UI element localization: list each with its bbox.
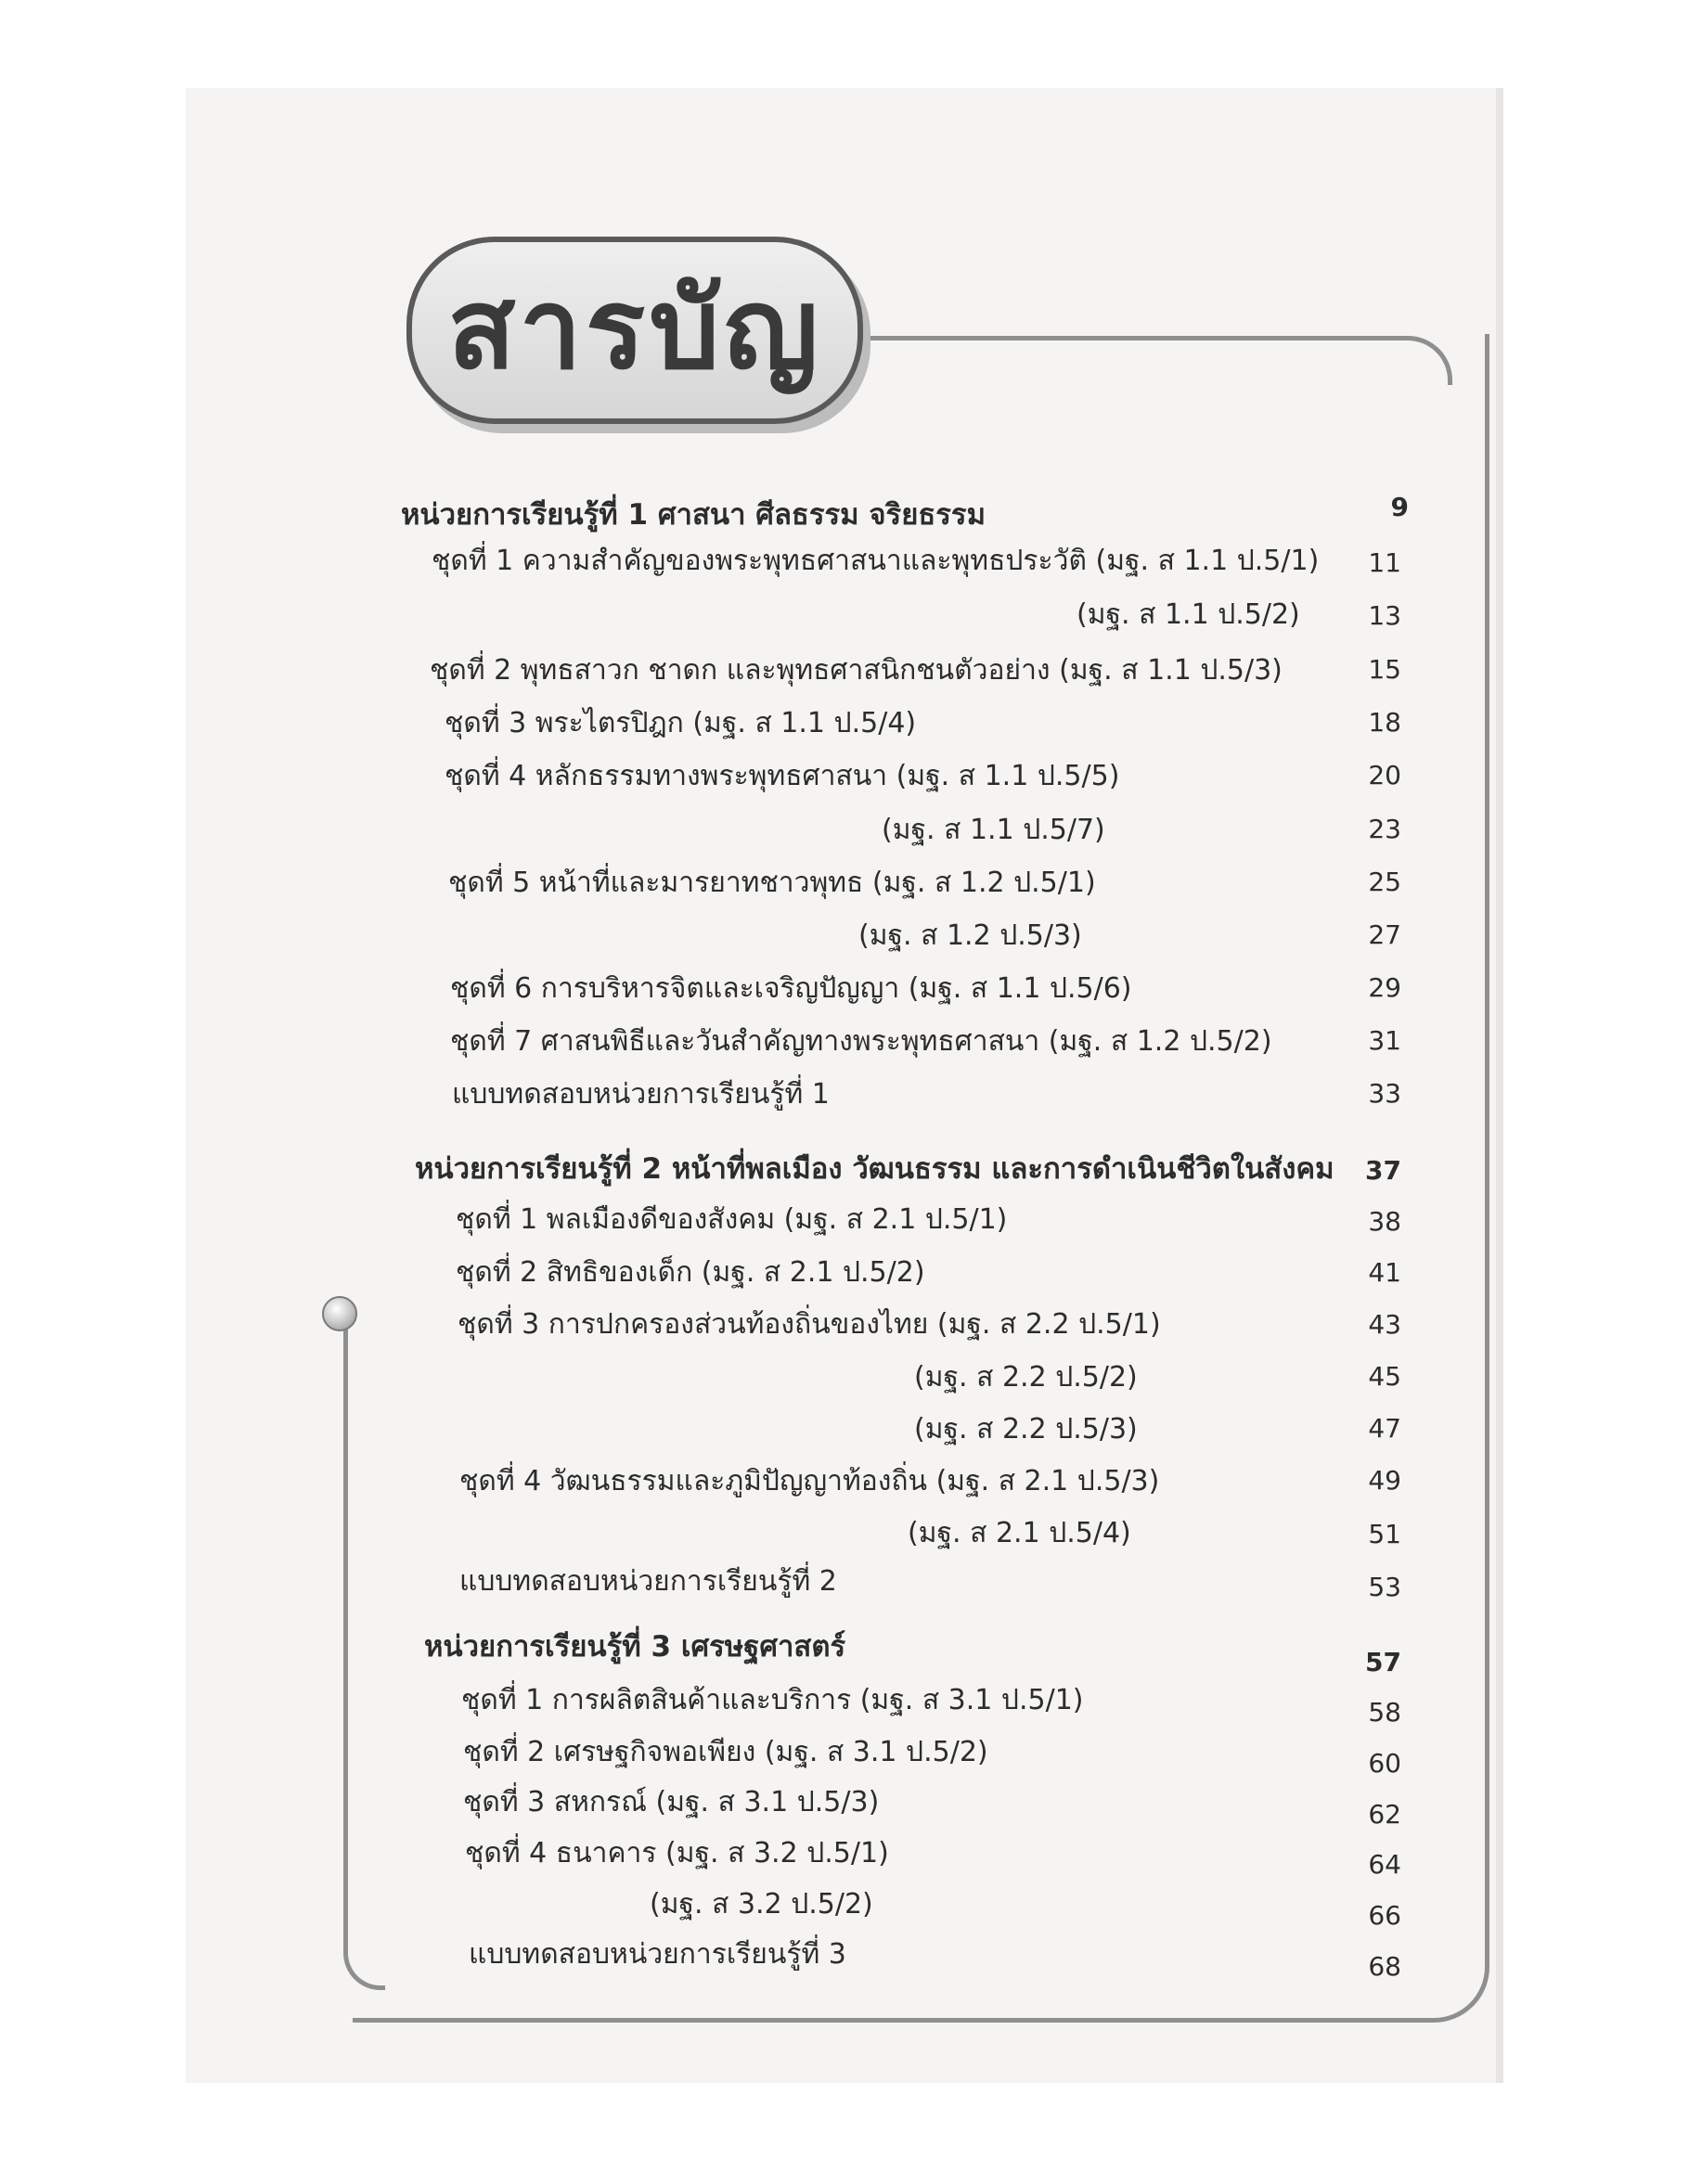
toc-page-number: 41 <box>1368 1257 1401 1288</box>
toc-page-number: 62 <box>1368 1799 1401 1830</box>
toc-line: ชุดที่ 1 พลเมืองดีของสังคม (มฐ. ส 2.1 ป.5/1) <box>456 1203 1008 1236</box>
toc-page-number: 49 <box>1368 1465 1401 1496</box>
toc-page-number: 33 <box>1368 1078 1401 1109</box>
toc-page-number: 47 <box>1368 1413 1401 1444</box>
title-badge <box>406 237 863 424</box>
toc-line: ชุดที่ 3 การปกครองส่วนท้องถิ่นของไทย (มฐ. ส 2.2 ป.5/1) <box>458 1308 1161 1341</box>
toc-page-number: 38 <box>1368 1206 1401 1237</box>
toc-page-number: 53 <box>1368 1572 1401 1602</box>
toc-line: (มฐ. ส 2.1 ป.5/4) <box>908 1517 1131 1549</box>
toc-line: (มฐ. ส 1.1 ป.5/2) <box>1077 598 1300 631</box>
toc-page-number: 45 <box>1368 1361 1401 1392</box>
toc-line: (มฐ. ส 1.1 ป.5/7) <box>882 814 1105 846</box>
unit-heading: หน่วยการเรียนรู้ที่ 3 เศรษฐศาสตร์ <box>424 1630 846 1664</box>
toc-page-number: 18 <box>1368 707 1401 738</box>
toc-page-number: 51 <box>1368 1519 1401 1549</box>
toc-line: ชุดที่ 4 หลักธรรมทางพระพุทธศาสนา (มฐ. ส 1.1 ป.5/5) <box>445 760 1120 792</box>
toc-page-number: 31 <box>1368 1025 1401 1056</box>
toc-page-number: 66 <box>1368 1900 1401 1931</box>
toc-page-number: 20 <box>1368 760 1401 790</box>
toc-page-number: 58 <box>1368 1697 1401 1728</box>
toc-line: (มฐ. ส 3.2 ป.5/2) <box>650 1888 873 1921</box>
toc-page-number: 13 <box>1368 600 1401 631</box>
toc-line: (มฐ. ส 2.2 ป.5/2) <box>914 1361 1138 1394</box>
toc-page-number: 64 <box>1368 1849 1401 1880</box>
toc-page-number: 27 <box>1368 919 1401 950</box>
unit-page-number: 57 <box>1365 1647 1401 1677</box>
toc-page-number: 15 <box>1368 654 1401 685</box>
unit-heading: หน่วยการเรียนรู้ที่ 2 หน้าที่พลเมือง วัฒนธรรม และการดำเนินชีวิตในสังคม <box>415 1152 1334 1186</box>
page-edge-shadow <box>1496 88 1503 2083</box>
toc-line: แบบทดสอบหน่วยการเรียนรู้ที่ 1 <box>452 1078 830 1111</box>
toc-line: ชุดที่ 2 สิทธิของเด็ก (มฐ. ส 2.1 ป.5/2) <box>456 1256 925 1289</box>
toc-page-number: 23 <box>1368 814 1401 844</box>
toc-line: ชุดที่ 7 ศาสนพิธีและวันสำคัญทางพระพุทธศาสนา (มฐ. ส 1.2 ป.5/2) <box>450 1025 1272 1058</box>
unit-heading: หน่วยการเรียนรู้ที่ 1 ศาสนา ศีลธรรม จริยธรรม <box>401 498 986 532</box>
toc-line: ชุดที่ 3 พระไตรปิฎก (มฐ. ส 1.1 ป.5/4) <box>445 707 917 739</box>
page-title: สารบัญ <box>447 265 822 394</box>
frame-knob-icon <box>322 1296 357 1331</box>
toc-line: ชุดที่ 1 ความสำคัญของพระพุทธศาสนาและพุทธประวัติ (มฐ. ส 1.1 ป.5/1) <box>432 545 1320 577</box>
toc-page-number: 43 <box>1368 1309 1401 1340</box>
toc-page-number: 68 <box>1368 1951 1401 1982</box>
toc-line: ชุดที่ 3 สหกรณ์ (มฐ. ส 3.1 ป.5/3) <box>463 1786 880 1818</box>
toc-line: (มฐ. ส 1.2 ป.5/3) <box>858 919 1082 952</box>
toc-page-number: 60 <box>1368 1748 1401 1779</box>
toc-line: แบบทดสอบหน่วยการเรียนรู้ที่ 3 <box>469 1938 846 1971</box>
unit-page-number: 9 <box>1390 492 1409 522</box>
toc-line: ชุดที่ 2 พุทธสาวก ชาดก และพุทธศาสนิกชนตัวอย่าง (มฐ. ส 1.1 ป.5/3) <box>430 654 1283 687</box>
unit-page-number: 37 <box>1365 1155 1401 1186</box>
toc-line: ชุดที่ 5 หน้าที่และมารยาทชาวพุทธ (มฐ. ส 1.2 ป.5/1) <box>448 867 1096 899</box>
toc-page-number: 29 <box>1368 972 1401 1003</box>
toc-line: ชุดที่ 2 เศรษฐกิจพอเพียง (มฐ. ส 3.1 ป.5/2) <box>463 1736 988 1768</box>
toc-line: ชุดที่ 1 การผลิตสินค้าและบริการ (มฐ. ส 3.1 ป.5/1) <box>461 1684 1084 1716</box>
toc-page-number: 11 <box>1368 547 1401 578</box>
frame-border-left <box>343 1317 385 1990</box>
toc-page-number: 25 <box>1368 867 1401 897</box>
toc-line: ชุดที่ 6 การบริหารจิตและเจริญปัญญา (มฐ. ส 1.1 ป.5/6) <box>450 972 1132 1005</box>
toc-line: แบบทดสอบหน่วยการเรียนรู้ที่ 2 <box>459 1565 837 1598</box>
toc-line: ชุดที่ 4 ธนาคาร (มฐ. ส 3.2 ป.5/1) <box>465 1837 889 1869</box>
toc-line: (มฐ. ส 2.2 ป.5/3) <box>914 1413 1138 1445</box>
toc-line: ชุดที่ 4 วัฒนธรรมและภูมิปัญญาท้องถิ่น (มฐ. ส 2.1 ป.5/3) <box>459 1465 1160 1497</box>
